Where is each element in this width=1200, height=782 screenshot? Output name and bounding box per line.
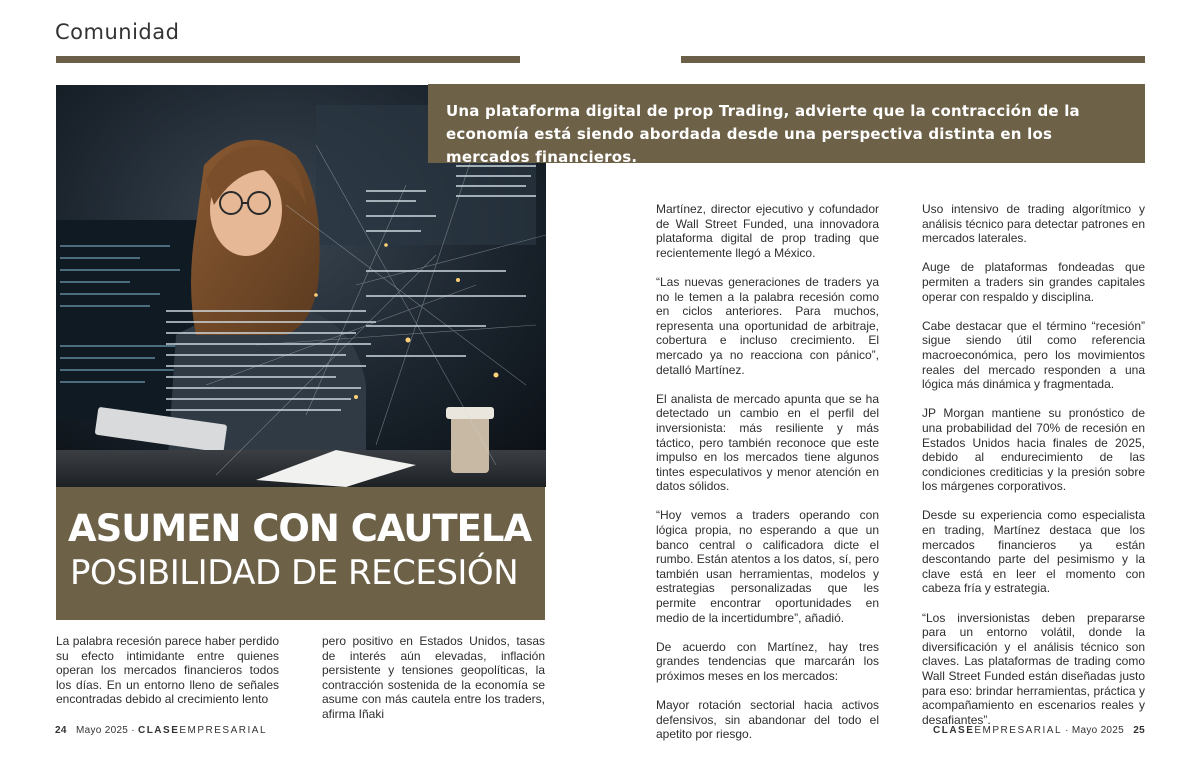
brand-light-left: EMPRESARIAL xyxy=(179,725,268,736)
paragraph: La palabra recesión parece haber perdido su efecto intimidante entre quienes operan los mercados financieros todos los días. En un entorno lleno de señales encontradas debido al crecimiento lento xyxy=(56,634,279,707)
footer-date-right: · Mayo 2025 xyxy=(1065,725,1125,736)
headline-line-1: ASUMEN CON CAUTELA xyxy=(68,507,532,550)
paragraph: pero positivo en Estados Unidos, tasas de interés aún elevadas, inflación persistente y tensiones geopolíticas, la contracción sostenida de la economía se asume con más cautela entre los traders, afirma Iñaki xyxy=(322,634,545,721)
footer-left xyxy=(55,725,267,736)
headline-line-2: POSIBILIDAD DE RECESIÓN xyxy=(70,553,519,593)
paragraph: “Los inversionistas deben prepararse para un entorno volátil, donde la diversificación y el análisis técnico son claves. Las plataformas de trading como Wall Street Funded están diseñadas justo para eso: brindar herramientas, práctica y acompañamiento en escenarios reales y desafiantes”. xyxy=(922,610,1145,727)
brand-bold-left: CLASE xyxy=(137,725,180,736)
footer-right xyxy=(933,725,1145,736)
page-number-right: 25 xyxy=(1133,725,1145,736)
column-3 xyxy=(656,202,879,757)
page-number-left: 24 xyxy=(55,725,67,736)
paragraph: Desde su experiencia como especialista en trading, Martínez destaca que los mercados financieros ya están descontando parte del pesimismo y la clave está en leer el momento con cabeza fría y estrategia. xyxy=(922,508,1145,596)
column-4 xyxy=(922,202,1145,742)
paragraph: Uso intensivo de trading algorítmico y análisis técnico para detectar patrones en mercados laterales. xyxy=(922,202,1145,246)
paragraph: Martínez, director ejecutivo y cofundador de Wall Street Funded, una innovadora plataforma digital de prop trading que recientemente llegó a México. xyxy=(656,202,879,260)
headline-box xyxy=(56,487,545,620)
paragraph: “Hoy vemos a traders operando con lógica propia, no esperando a que un banco central o calificadora dicte el rumbo. Están atentos a los datos, sí, pero también usan herramientas, modelos y estrategias personalizadas que les permite encontrar oportunidades en medio de la incertidumbre”, añadió. xyxy=(656,508,879,625)
paragraph: Auge de plataformas fondeadas que permiten a traders sin grandes capitales operar con respaldo y disciplina. xyxy=(922,260,1145,304)
section-title: Comunidad xyxy=(55,20,180,44)
paragraph: JP Morgan mantiene su pronóstico de una probabilidad del 70% de recesión en Estados Unidos hacia finales de 2025, debido al endurecimiento de las condiciones crediticias y la presión sobre los márgenes corporativos. xyxy=(922,406,1145,494)
paragraph: El analista de mercado apunta que se ha detectado un cambio en el perfil del inversionista: más resiliente y más táctico, pero también reconoce que este impulso en los mercados tiene algunos tintes especulativos y menor atención en datos sólidos. xyxy=(656,391,879,494)
intro-box xyxy=(428,84,1145,166)
header-rule-right xyxy=(681,56,1145,63)
brand-bold-right: CLASE xyxy=(932,725,975,736)
column-1 xyxy=(56,634,279,722)
header-rule-left xyxy=(56,56,520,63)
paragraph: “Las nuevas generaciones de traders ya no le temen a la palabra recesión como en ciclos anteriores. Para muchos, representa una oportunidad de arbitraje, cobertura e incluso crecimiento. El mercado ya no reacciona con pánico”, detalló Martínez. xyxy=(656,274,879,377)
footer-date-left: Mayo 2025 · xyxy=(75,725,135,736)
column-2 xyxy=(322,634,545,736)
brand-light-right: EMPRESARIAL xyxy=(974,725,1063,736)
intro-text: Una plataforma digital de prop Trading, advierte que la contracción de la economía está siendo abordada desde una perspectiva distinta en los mercados financieros. xyxy=(446,102,1080,166)
paragraph: Cabe destacar que el término “recesión” sigue siendo útil como referencia macroeconómica, pero los movimientos reales del mercado responden a una lógica más dinámica y fragmentada. xyxy=(922,318,1145,392)
paragraph: De acuerdo con Martínez, hay tres grandes tendencias que marcarán los próximos meses en los mercados: xyxy=(656,639,879,683)
paragraph: Mayor rotación sectorial hacia activos defensivos, sin abandonar del todo el apetito por riesgo. xyxy=(656,698,879,742)
